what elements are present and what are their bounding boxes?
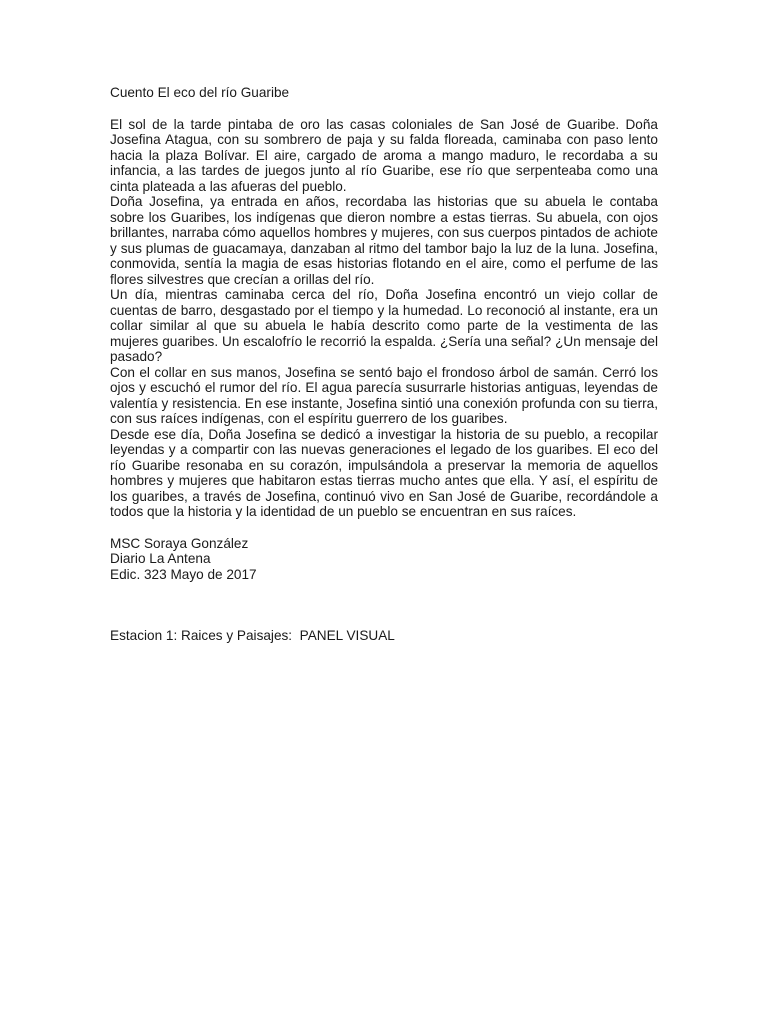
- story-paragraph-2: Doña Josefina, ya entrada en años, recordaba las historias que su abuela le contaba sobre los Guaribes, los indígenas que dieron nombre a estas tierras. Su abuela, con ojos brillantes, narraba cómo aquellos hombres y mujeres, con sus cuerpos pintados de achiote y sus plumas de guacamaya, danzaban al ritmo del tambor bajo la luz de la luna. Josefina, conmovida, sentía la magia de esas historias flotando en el aire, como el perfume de las flores silvestres que crecían a orillas del río.: [110, 194, 658, 287]
- publication-name: Diario La Antena: [110, 551, 211, 566]
- story-paragraph-3: Un día, mientras caminaba cerca del río, Doña Josefina encontró un viejo collar de cuentas de barro, desgastado por el tiempo y la humedad. Lo reconoció al instante, era un collar similar al que su abuela le había descrito como parte de la vestimenta de las mujeres guaribes. Un escalofrío le recorrió la espalda. ¿Sería una señal? ¿Un mensaje del pasado?: [110, 287, 658, 364]
- story-paragraph-1: El sol de la tarde pintaba de oro las casas coloniales de San José de Guaribe. Doña Josefina Atagua, con su sombrero de paja y su falda floreada, caminaba con paso lento hacia la plaza Bolívar. El aire, cargado de aroma a mango maduro, le recordaba a su infancia, a las tardes de juegos junto al río Guaribe, ese río que serpenteaba como una cinta plateada a las afueras del pueblo.: [110, 116, 658, 194]
- edition-info: Edic. 323 Mayo de 2017: [110, 566, 257, 582]
- story-paragraph-4: Con el collar en sus manos, Josefina se sentó bajo el frondoso árbol de samán. Cerró los ojos y escuchó el rumor del río. El agua parecía susurrarle historias antiguas, leyendas de valentía y resistencia. En ese instante, Josefina sintió una conexión profunda con su tierra, con sus raíces indígenas, con el espíritu guerrero de los guaribes.: [110, 364, 658, 426]
- story-paragraph-5: Desde ese día, Doña Josefina se dedicó a investigar la historia de su pueblo, a recopilar leyendas y a compartir con las nuevas generaciones el legado de los guaribes. El eco del río Guaribe resonaba en su corazón, impulsándola a preservar la memoria de aquellos hombres y mujeres que habitaron estas tierras mucho antes que ella. Y así, el espíritu de los guaribes, a través de Josefina, continuó vivo en San José de Guaribe, recordándole a todos que la historia y la identidad de un pueblo se encuentran en sus raíces.: [110, 426, 658, 519]
- story-title: Cuento El eco del río Guaribe: [110, 85, 290, 100]
- author-name: MSC Soraya González: [110, 535, 249, 551]
- station-heading: Estacion 1: Raices y Paisajes: PANEL VISUAL: [110, 628, 395, 643]
- document-body: [110, 85, 658, 644]
- signature-block: [110, 536, 658, 583]
